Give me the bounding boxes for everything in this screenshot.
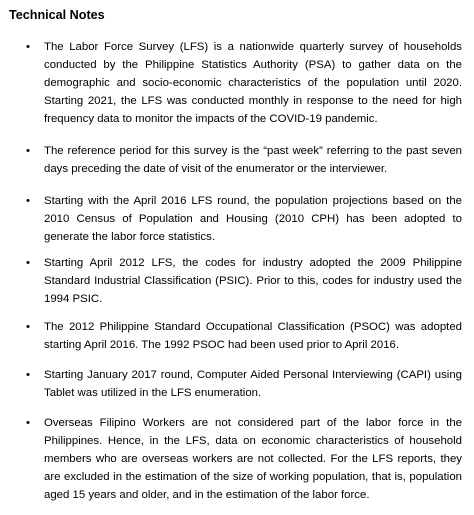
note-text: Starting with the April 2016 LFS round, the population projections based on the 2010 Census of Population and Housing (2010 CPH) has been adopted to generate the labor force statistics. — [44, 195, 462, 243]
note-text: Starting January 2017 round, Computer Aided Personal Interviewing (CAPI) using Tablet was utilized in the LFS enumeration. — [44, 369, 462, 399]
note-text: Starting April 2012 LFS, the codes for industry adopted the 2009 Philippine Standard Industrial Classification (PSIC). Prior to this, codes for industry used the 1994 PSIC. — [44, 257, 462, 305]
note-item — [14, 192, 462, 246]
bullet-icon: • — [26, 321, 30, 333]
bullet-icon: • — [26, 417, 30, 429]
bullet-icon: • — [26, 257, 30, 269]
note-item — [14, 142, 462, 178]
note-item — [14, 318, 462, 354]
note-text: The Labor Force Survey (LFS) is a nationwide quarterly survey of households conducted by the Philippine Statistics Authority (PSA) to gather data on the demographic and socio-economic characteristics of the population until 2020. Starting 2021, the LFS was conducted monthly in response to the need for high frequency data to monitor the impacts of the COVID-19 pandemic. — [44, 41, 462, 125]
note-text: Overseas Filipino Workers are not considered part of the labor force in the Philippines. Hence, in the LFS, data on economic characteristics of household members who are overseas workers are not collected. For the LFS reports, they are excluded in the estimation of the size of working population, that is, population aged 15 years and older, and in the estimation of the labor force. — [44, 417, 462, 501]
note-item — [14, 254, 462, 308]
note-item — [14, 366, 462, 402]
note-text: The 2012 Philippine Standard Occupational Classification (PSOC) was adopted starting April 2016. The 1992 PSOC had been used prior to April 2016. — [44, 321, 462, 351]
note-item — [14, 38, 462, 128]
bullet-icon: • — [26, 145, 30, 157]
bullet-icon: • — [26, 195, 30, 207]
section-title: Technical Notes — [9, 8, 105, 22]
bullet-icon: • — [26, 41, 30, 53]
note-text: The reference period for this survey is the “past week” referring to the past seven days preceding the date of visit of the enumerator or the interviewer. — [44, 145, 462, 175]
bullet-icon: • — [26, 369, 30, 381]
note-item — [14, 414, 462, 504]
